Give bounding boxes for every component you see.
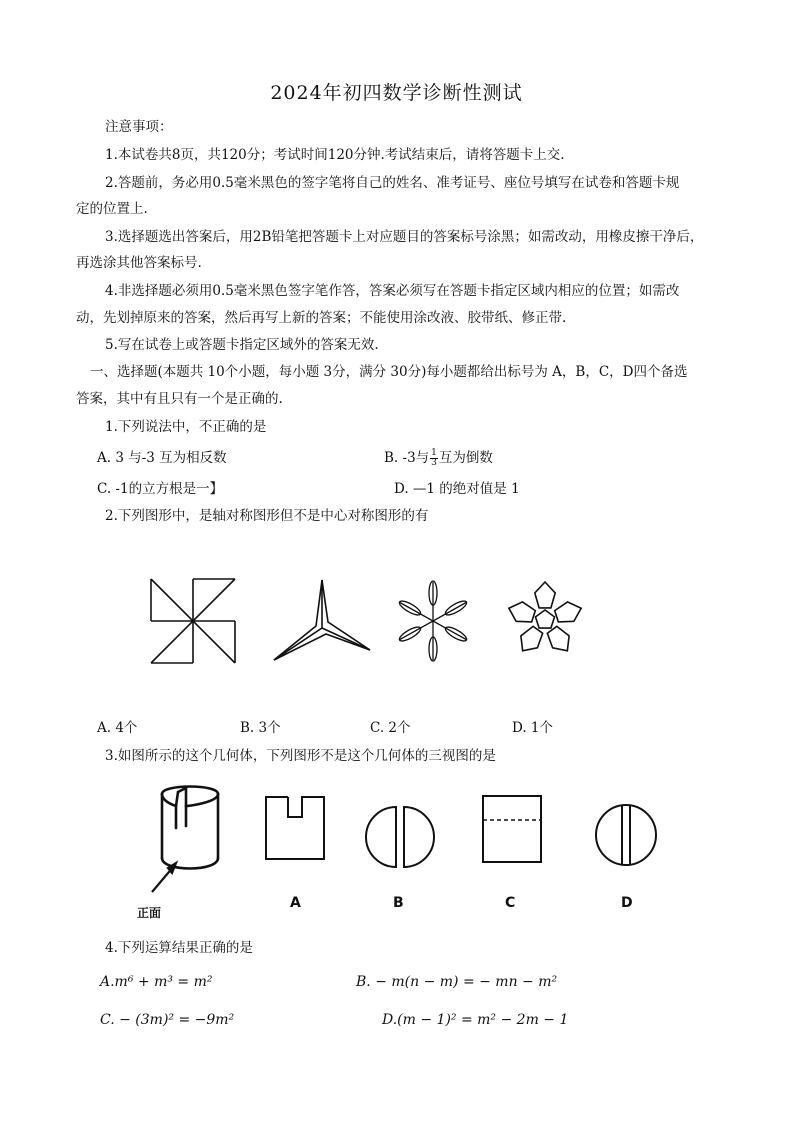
- q2-stem: 2.下列图形中，是轴对称图形但不是中心对称图形的有: [105, 508, 429, 524]
- one-third-fraction: [430, 449, 438, 468]
- pentagon-flower-figure: [500, 575, 590, 665]
- q1-option-b-suffix: 互为倒数: [438, 450, 493, 466]
- q2-option-c: C. 2个: [370, 720, 411, 736]
- notice-item-3-cont: 再选涂其他答案标号.: [76, 255, 202, 271]
- notice-item-2: 2.答题前，务必用0.5毫米黑色的签字笔将自己的姓名、准考证号、座位号填写在试卷和答题卡规: [105, 175, 680, 191]
- q4-option-d: D.(m − 1)² = m² − 2m − 1: [382, 1012, 569, 1028]
- q2-option-d: D. 1个: [512, 720, 554, 736]
- q4-option-c: C. − (3m)² = −9m²: [100, 1012, 235, 1028]
- q1-option-a: A. 3 与-3 互为相反数: [97, 450, 227, 466]
- section1-instructions-cont: 答案，其中有且只有一个是正确的.: [76, 391, 283, 407]
- q2-option-b: B. 3个: [240, 720, 281, 736]
- q1-option-b-prefix: B. -3与: [384, 450, 430, 466]
- view-d-label: D: [621, 895, 633, 911]
- q4-stem: 4.下列运算结果正确的是: [105, 940, 253, 956]
- fraction-denominator: 3: [431, 458, 437, 468]
- page-title: 2024年初四数学诊断性测试: [270, 82, 523, 104]
- notice-item-5: 5.写在试卷上或答题卡指定区域外的答案无效.: [105, 337, 379, 353]
- view-b-label: B: [393, 895, 404, 911]
- q4-option-b: B. − m(n − m) = − mn − m²: [356, 974, 558, 990]
- notice-item-2-cont: 定的位置上.: [76, 201, 148, 217]
- notice-item-1: 1.本试卷共8页，共120分；考试时间120分钟.考试结束后，请将答题卡上交.: [105, 147, 565, 163]
- notice-heading: 注意事项：: [105, 119, 173, 135]
- q1-option-c: C. -1的立方根是一】: [97, 481, 224, 497]
- q2-option-a: A. 4个: [97, 720, 138, 736]
- notice-item-4-cont: 动，先划掉原来的答案，然后再写上新的答案；不能使用涂改液、胶带纸、修正带.: [76, 310, 567, 326]
- view-a-label: A: [290, 895, 301, 911]
- view-b-figure: [368, 805, 432, 869]
- view-c-figure: [482, 795, 542, 863]
- view-a-figure: [264, 795, 326, 861]
- six-petal-figure: [395, 578, 471, 664]
- notice-item-3: 3.选择题选出答案后，用2B铅笔把答题卡上对应题目的答案标号涂黑；如需改动，用橡皮擦干净后，: [105, 229, 704, 245]
- pinwheel-figure: [150, 578, 236, 664]
- q1-stem: 1.下列说法中，不正确的是: [105, 419, 267, 435]
- section1-instructions: 一、选择题(本题共 10个小题，每小题 3分，满分 30分)每小题都给出标号为 A，B，C，D四个备选: [90, 364, 688, 380]
- view-d-figure: [594, 803, 658, 867]
- q1-option-b: [384, 449, 493, 468]
- notice-item-4: 4.非选择题必须用0.5毫米黑色签字笔作答，答案必须写在答题卡指定区域内相应的位置；如需改: [105, 283, 680, 299]
- cylinder-solid-figure: [140, 778, 230, 898]
- fraction-numerator: 1: [431, 448, 437, 458]
- front-view-label: 正面: [137, 906, 162, 920]
- q4-option-a: A.m⁶ + m³ = m²: [100, 974, 213, 990]
- q1-option-d: D. —1 的绝对值是 1: [394, 481, 520, 497]
- view-c-label: C: [505, 895, 516, 911]
- three-point-star-figure: [272, 578, 372, 662]
- q3-stem: 3.如图所示的这个几何体，下列图形不是这个几何体的三视图的是: [105, 748, 496, 764]
